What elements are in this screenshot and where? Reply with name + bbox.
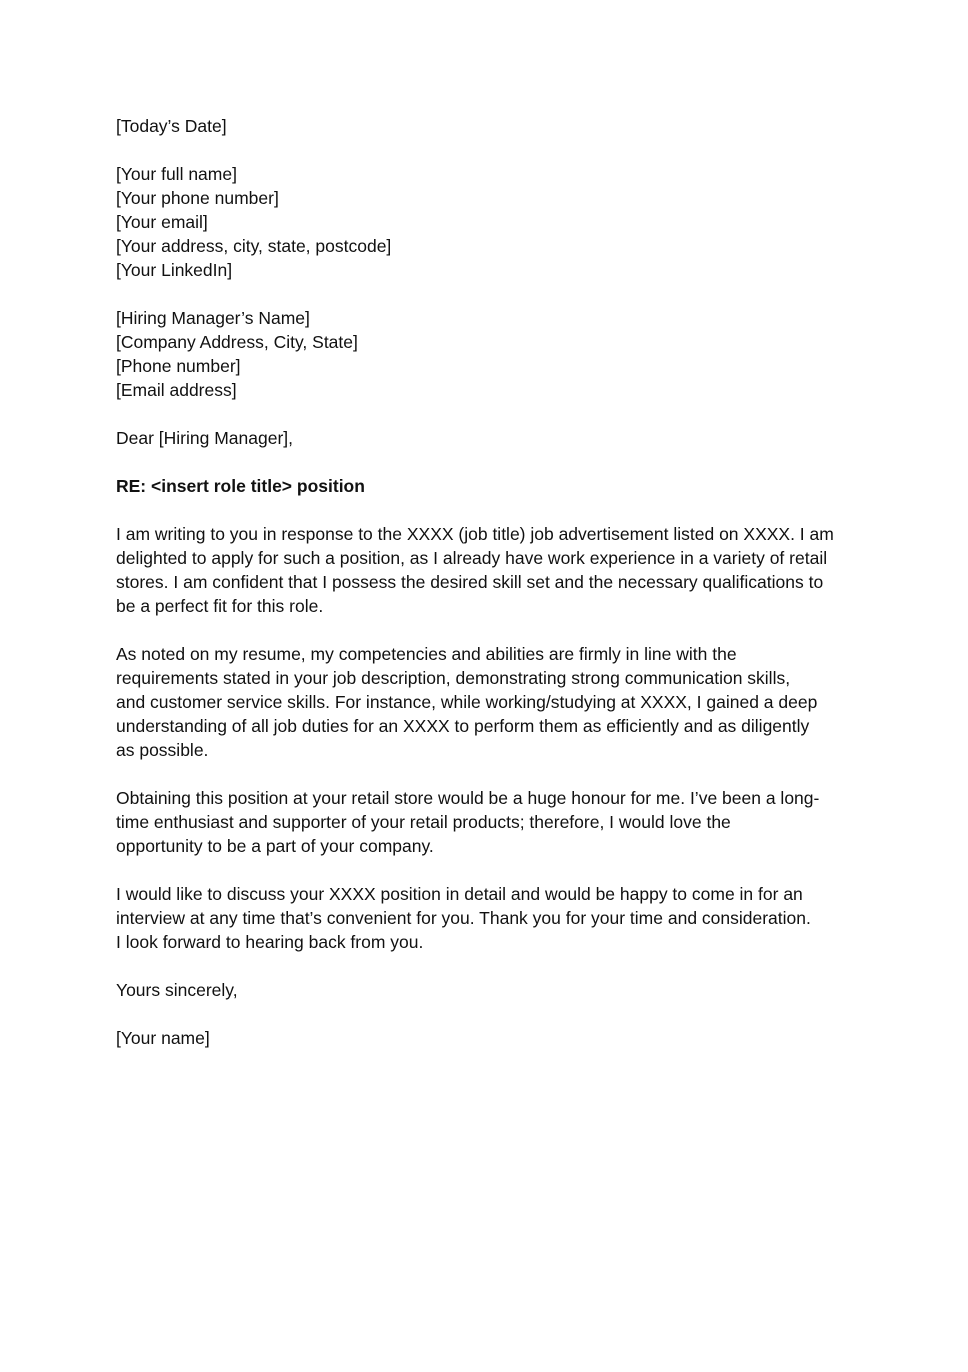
signature-block (116, 1026, 861, 1050)
paragraph-line: as possible. (116, 740, 209, 760)
sender-phone: [Your phone number] (116, 188, 279, 208)
salutation: Dear [Hiring Manager], (116, 428, 294, 448)
paragraph-line: delighted to apply for such a position, as I already have work experience in a variety of retail (116, 548, 828, 568)
closing: Yours sincerely, (116, 980, 238, 1000)
paragraph-line: and customer service skills. For instance, while working/studying at XXXX, I gained a deep (116, 692, 818, 712)
paragraph-3 (116, 786, 861, 858)
signature: [Your name] (116, 1028, 210, 1048)
paragraph-4 (116, 882, 861, 954)
paragraph-line: understanding of all job duties for an XXXX to perform them as efficiently and as diligently (116, 716, 810, 736)
recipient-email: [Email address] (116, 380, 237, 400)
paragraph-line: I look forward to hearing back from you. (116, 932, 424, 952)
paragraph-line: As noted on my resume, my competencies and abilities are firmly in line with the (116, 644, 737, 664)
paragraph-line: time enthusiast and supporter of your retail products; therefore, I would love the (116, 812, 731, 832)
subject-block (116, 474, 861, 498)
paragraph-line: stores. I am confident that I possess the desired skill set and the necessary qualifications to (116, 572, 824, 592)
recipient-block (116, 306, 861, 402)
paragraph-line: opportunity to be a part of your company. (116, 836, 434, 856)
sender-email: [Your email] (116, 212, 208, 232)
paragraph-line: requirements stated in your job description, demonstrating strong communication skills, (116, 668, 791, 688)
sender-block (116, 162, 861, 282)
letter-body (116, 114, 861, 1074)
salutation-block (116, 426, 861, 450)
paragraph-2 (116, 642, 861, 762)
recipient-address: [Company Address, City, State] (116, 332, 358, 352)
date-line: [Today’s Date] (116, 116, 227, 136)
paragraph-line: I would like to discuss your XXXX position in detail and would be happy to come in for an (116, 884, 803, 904)
date-block (116, 114, 861, 138)
paragraph-line: I am writing to you in response to the XXXX (job title) job advertisement listed on XXXX. I am (116, 524, 834, 544)
paragraph-line: Obtaining this position at your retail store would be a huge honour for me. I’ve been a long- (116, 788, 820, 808)
paragraph-1 (116, 522, 861, 618)
paragraph-line: interview at any time that’s convenient for you. Thank you for your time and consideration. (116, 908, 811, 928)
recipient-name: [Hiring Manager’s Name] (116, 308, 310, 328)
sender-address: [Your address, city, state, postcode] (116, 236, 392, 256)
sender-linkedin: [Your LinkedIn] (116, 260, 233, 280)
sender-name: [Your full name] (116, 164, 237, 184)
subject-line: RE: <insert role title> position (116, 476, 365, 496)
recipient-phone: [Phone number] (116, 356, 241, 376)
paragraph-line: be a perfect fit for this role. (116, 596, 324, 616)
closing-block (116, 978, 861, 1002)
